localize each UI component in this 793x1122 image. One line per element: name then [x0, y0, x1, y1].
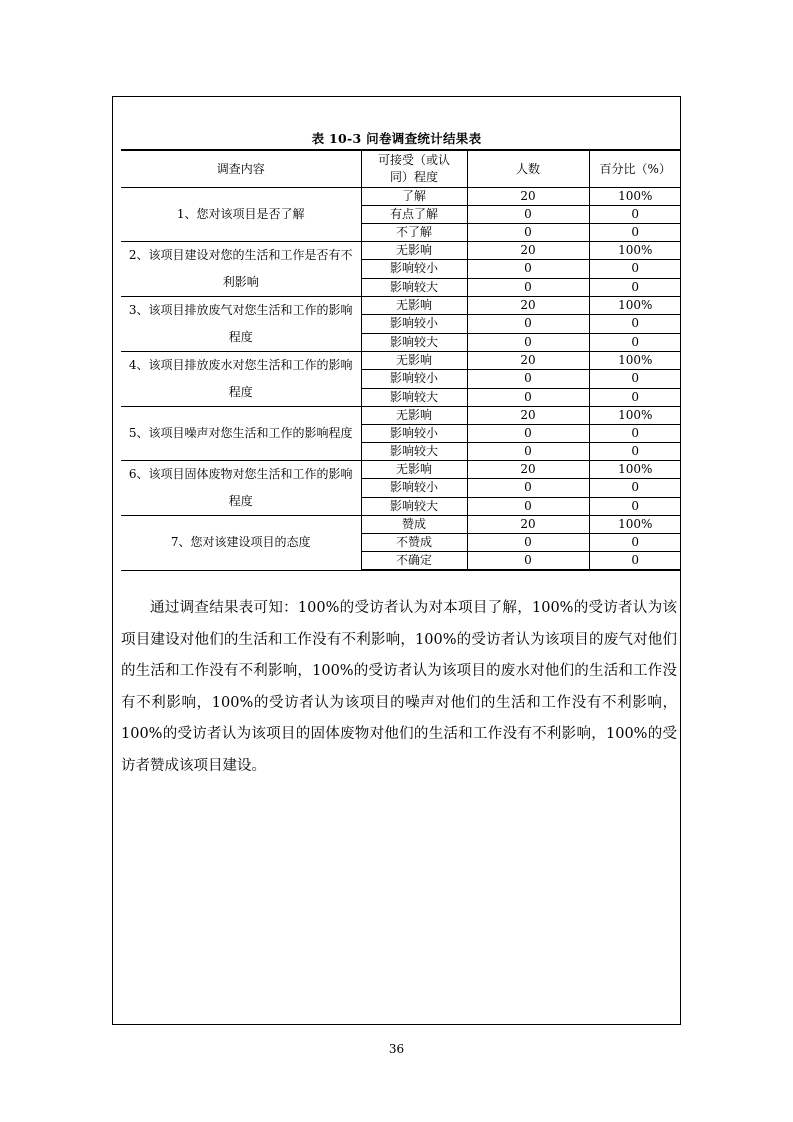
count-cell: 0	[467, 479, 589, 497]
question-cell: 5、该项目噪声对您生活和工作的影响程度	[121, 407, 361, 461]
level-cell: 影响较小	[361, 425, 467, 443]
table-row	[121, 188, 681, 206]
count-cell: 0	[467, 260, 589, 278]
level-cell: 不赞成	[361, 534, 467, 552]
question-cell: 4、该项目排放废水对您生活和工作的影响程度	[121, 352, 361, 407]
question-cell: 3、该项目排放废气对您生活和工作的影响程度	[121, 297, 361, 352]
table-row	[121, 407, 681, 425]
level-cell: 不了解	[361, 224, 467, 242]
count-cell: 0	[467, 370, 589, 388]
percent-cell: 0	[589, 370, 681, 388]
header-count: 人数	[467, 150, 589, 188]
conclusion-paragraph: 通过调查结果表可知：100%的受访者认为对本项目了解，100%的受访者认为该项目建设对他们的生活和工作没有不利影响，100%的受访者认为该项目的废气对他们的生活和工作没有不利影响，100%的受访者认为该项目的废水对他们的生活和工作没有不利影响，100%的受访者认为该项目的噪声对他们的生活和工作没有不利影响，100%的受访者认为该项目的固体废物对他们的生活和工作没有不利影响，100%的受访者赞成该项目建设。	[121, 600, 677, 774]
level-cell: 有点了解	[361, 206, 467, 224]
question-cell: 2、该项目建设对您的生活和工作是否有不利影响	[121, 242, 361, 297]
level-cell: 无影响	[361, 297, 467, 315]
header-acceptance-level: 可接受（或认同）程度	[361, 150, 467, 188]
count-cell: 0	[467, 333, 589, 351]
percent-cell: 0	[589, 388, 681, 406]
survey-results-table	[121, 149, 681, 571]
question-cell: 1、您对该项目是否了解	[121, 188, 361, 242]
table-row	[121, 297, 681, 315]
count-cell: 0	[467, 388, 589, 406]
count-cell: 20	[467, 516, 589, 534]
page-number: 36	[388, 1042, 405, 1056]
count-cell: 20	[467, 352, 589, 370]
count-cell: 20	[467, 188, 589, 206]
level-cell: 影响较小	[361, 479, 467, 497]
table-row	[121, 352, 681, 370]
percent-cell: 100%	[589, 352, 681, 370]
percent-cell: 0	[589, 425, 681, 443]
level-cell: 影响较小	[361, 315, 467, 333]
count-cell: 0	[467, 552, 589, 571]
percent-cell: 0	[589, 206, 681, 224]
count-cell: 20	[467, 242, 589, 260]
header-percent: 百分比（%）	[589, 150, 681, 188]
count-cell: 0	[467, 224, 589, 242]
count-cell: 20	[467, 461, 589, 479]
count-cell: 0	[467, 534, 589, 552]
count-cell: 0	[467, 278, 589, 296]
level-cell: 影响较大	[361, 388, 467, 406]
level-cell: 无影响	[361, 352, 467, 370]
level-cell: 无影响	[361, 407, 467, 425]
level-cell: 不确定	[361, 552, 467, 571]
level-cell: 无影响	[361, 242, 467, 260]
percent-cell: 0	[589, 534, 681, 552]
percent-cell: 100%	[589, 297, 681, 315]
table-caption: 表 10-3 问卷调查统计结果表	[311, 131, 482, 146]
percent-cell: 100%	[589, 516, 681, 534]
percent-cell: 0	[589, 224, 681, 242]
count-cell: 0	[467, 443, 589, 461]
percent-cell: 100%	[589, 188, 681, 206]
count-cell: 20	[467, 407, 589, 425]
question-cell: 6、该项目固体废物对您生活和工作的影响程度	[121, 461, 361, 516]
table-header-row	[121, 150, 681, 188]
percent-cell: 0	[589, 552, 681, 571]
count-cell: 0	[467, 315, 589, 333]
document-frame	[112, 96, 681, 1025]
level-cell: 影响较小	[361, 370, 467, 388]
count-cell: 0	[467, 206, 589, 224]
level-cell: 影响较小	[361, 260, 467, 278]
percent-cell: 0	[589, 479, 681, 497]
count-cell: 20	[467, 297, 589, 315]
percent-cell: 0	[589, 315, 681, 333]
percent-cell: 100%	[589, 242, 681, 260]
level-cell: 无影响	[361, 461, 467, 479]
percent-cell: 100%	[589, 407, 681, 425]
count-cell: 0	[467, 425, 589, 443]
table-row	[121, 516, 681, 534]
question-cell: 7、您对该建设项目的态度	[121, 516, 361, 571]
percent-cell: 0	[589, 278, 681, 296]
level-cell: 赞成	[361, 516, 467, 534]
table-row	[121, 461, 681, 479]
percent-cell: 0	[589, 333, 681, 351]
percent-cell: 100%	[589, 461, 681, 479]
level-cell: 影响较大	[361, 278, 467, 296]
level-cell: 影响较大	[361, 333, 467, 351]
count-cell: 0	[467, 497, 589, 515]
percent-cell: 0	[589, 497, 681, 515]
table-body	[121, 188, 681, 571]
header-survey-content: 调查内容	[121, 150, 361, 188]
level-cell: 影响较大	[361, 443, 467, 461]
percent-cell: 0	[589, 443, 681, 461]
level-cell: 了解	[361, 188, 467, 206]
level-cell: 影响较大	[361, 497, 467, 515]
table-row	[121, 242, 681, 260]
percent-cell: 0	[589, 260, 681, 278]
